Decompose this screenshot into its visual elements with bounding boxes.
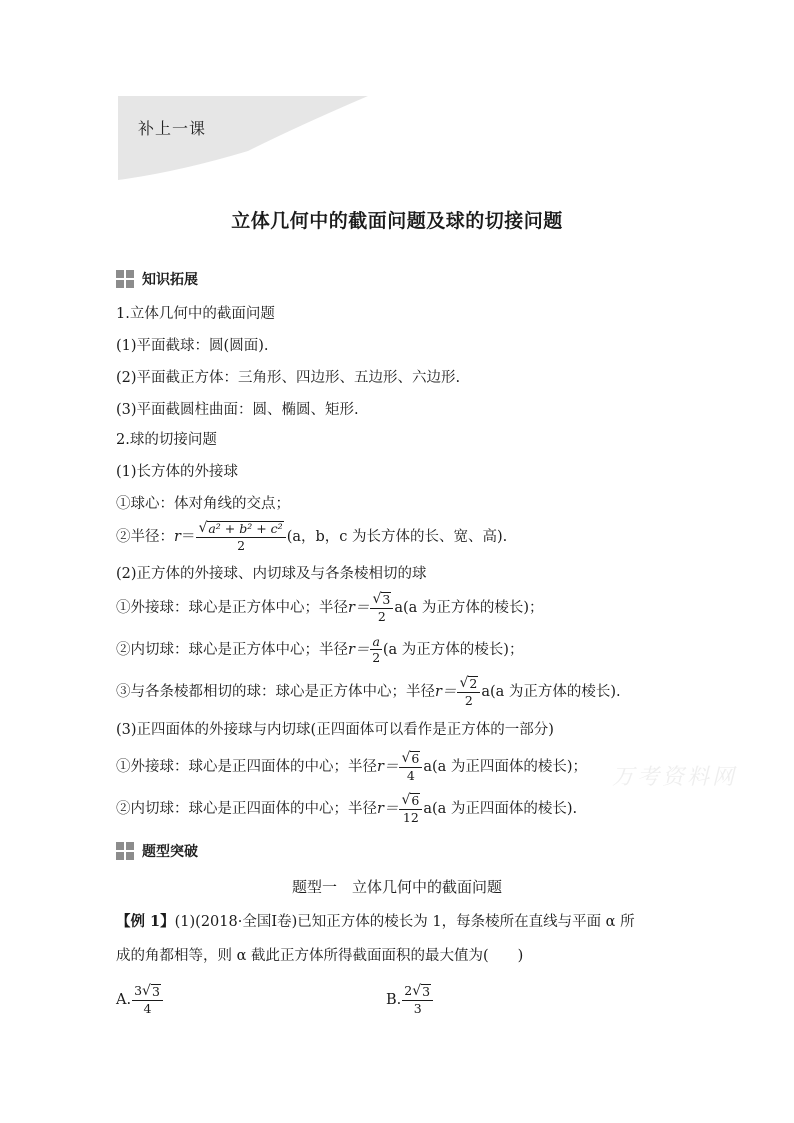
text-line: 2.球的切接问题 [116, 432, 217, 448]
formula-line [116, 674, 621, 710]
text-line: (1)平面截球：圆(圆面). [116, 338, 269, 354]
answer-options [116, 984, 716, 1028]
text-line: 1.立体几何中的截面问题 [116, 306, 275, 322]
option-a[interactable] [116, 984, 164, 1015]
formula-line [116, 632, 523, 668]
option-label: B. [386, 991, 402, 1008]
var-r: r＝ [435, 684, 457, 700]
fraction-denominator: 4 [143, 1000, 152, 1016]
text-line: (2)平面截正方体：三角形、四边形、五边形、六边形. [116, 370, 461, 386]
text-span: a(a 为正方体的棱长). [481, 684, 621, 700]
text-line: (2)正方体的外接球、内切球及与各条棱相切的球 [116, 566, 427, 582]
text-span: ③与各条棱都相切的球：球心是正方体中心；半径 [116, 684, 435, 700]
text-span: ②半径： [116, 529, 174, 545]
text-line: 成的角都相等，则 α 截此正方体所得截面面积的最大值为( ) [116, 948, 524, 964]
text-span: a(a 为正四面体的棱长). [423, 801, 578, 817]
var-r: r＝ [348, 600, 370, 616]
text-span: (a，b，c 为长方体的长、宽、高). [286, 529, 508, 545]
radicand: 3 [382, 592, 391, 608]
text-line: (3)正四面体的外接球与内切球(正四面体可以看作是正方体的一部分) [116, 722, 554, 738]
grid-icon [116, 270, 134, 288]
text-span: ②内切球：球心是正方体中心；半径 [116, 642, 348, 658]
grid-icon [116, 842, 134, 860]
sqrt-icon: √ [401, 750, 411, 767]
sqrt-icon: √ [198, 520, 208, 537]
equals: ＝ [180, 529, 196, 545]
fraction [370, 633, 381, 665]
lesson-banner [118, 96, 368, 180]
formula-line [116, 748, 587, 786]
radicand: a² + b² + c² [208, 521, 283, 537]
fraction-denominator: 2 [237, 538, 246, 554]
fraction-numerator [370, 592, 393, 609]
fraction [370, 592, 393, 623]
sqrt-icon: √ [142, 983, 151, 999]
text-span: ①外接球：球心是正四面体的中心；半径 [116, 759, 377, 775]
section-heading-label: 题型突破 [142, 844, 198, 860]
fraction-denominator: 2 [372, 650, 381, 665]
fraction-denominator: 2 [464, 693, 473, 709]
fraction-denominator: 2 [377, 609, 386, 625]
text-span: (1)(2018·全国Ⅰ卷)已知正方体的棱长为 1，每条棱所在直线与平面 α 所 [174, 914, 635, 930]
radicand: 3 [422, 984, 431, 999]
fraction-numerator [196, 521, 285, 538]
text-line: (1)长方体的外接球 [116, 464, 239, 480]
section-heading-label: 知识拓展 [142, 272, 198, 288]
fraction [457, 676, 480, 707]
radicand: 3 [151, 984, 160, 999]
var-r: r [174, 529, 181, 545]
banner-label: 补上一课 [138, 119, 207, 138]
fraction-numerator [132, 984, 163, 1001]
text-span: a(a 为正四面体的棱长)； [423, 759, 588, 775]
fraction-numerator [399, 793, 422, 810]
example-line [116, 912, 635, 932]
text-span: ①外接球：球心是正方体中心；半径 [116, 600, 348, 616]
option-b[interactable] [386, 984, 434, 1015]
text-span: ②内切球：球心是正四面体的中心；半径 [116, 801, 377, 817]
sqrt-icon: √ [459, 675, 469, 692]
fraction-numerator [399, 751, 422, 768]
fraction-numerator [402, 984, 433, 1001]
fraction-denominator: 4 [406, 768, 415, 784]
text-span: (a 为正方体的棱长)； [382, 642, 524, 658]
example-label: 【例 1】 [116, 913, 175, 930]
sqrt-icon: √ [401, 792, 411, 809]
radicand: 6 [411, 793, 420, 809]
text-line: (3)平面截圆柱曲面：圆、椭圆、矩形. [116, 402, 359, 418]
text-line: ①球心：体对角线的交点； [116, 496, 290, 512]
fraction-numerator [457, 676, 480, 693]
problem-type-title: 题型一 立体几何中的截面问题 [291, 878, 502, 896]
option-label: A. [116, 991, 132, 1008]
fraction [402, 984, 433, 1015]
var-r: r＝ [377, 801, 399, 817]
formula-line [116, 590, 544, 626]
fraction-denominator: 12 [402, 810, 419, 826]
radicand: 6 [411, 751, 420, 767]
watermark: 万考资料网 [612, 765, 738, 790]
formula-line [116, 790, 577, 828]
fraction [132, 984, 163, 1015]
formula-line [116, 520, 507, 554]
fraction-denominator: 3 [413, 1000, 422, 1016]
section-heading-problems [116, 840, 198, 862]
sqrt-icon: √ [412, 983, 422, 999]
page-title: 立体几何中的截面问题及球的切接问题 [231, 210, 563, 232]
radicand: 2 [469, 676, 478, 692]
coefficient: 2 [404, 983, 413, 998]
fraction [399, 751, 422, 782]
fraction-numerator: a [372, 633, 380, 649]
fraction [196, 521, 285, 552]
text-span: a(a 为正方体的棱长)； [394, 600, 544, 616]
fraction [399, 793, 422, 824]
coefficient: 3 [134, 983, 143, 998]
sqrt-icon: √ [372, 591, 382, 608]
var-r: r＝ [377, 759, 399, 775]
section-heading-knowledge [116, 268, 198, 290]
var-r: r＝ [348, 642, 370, 658]
